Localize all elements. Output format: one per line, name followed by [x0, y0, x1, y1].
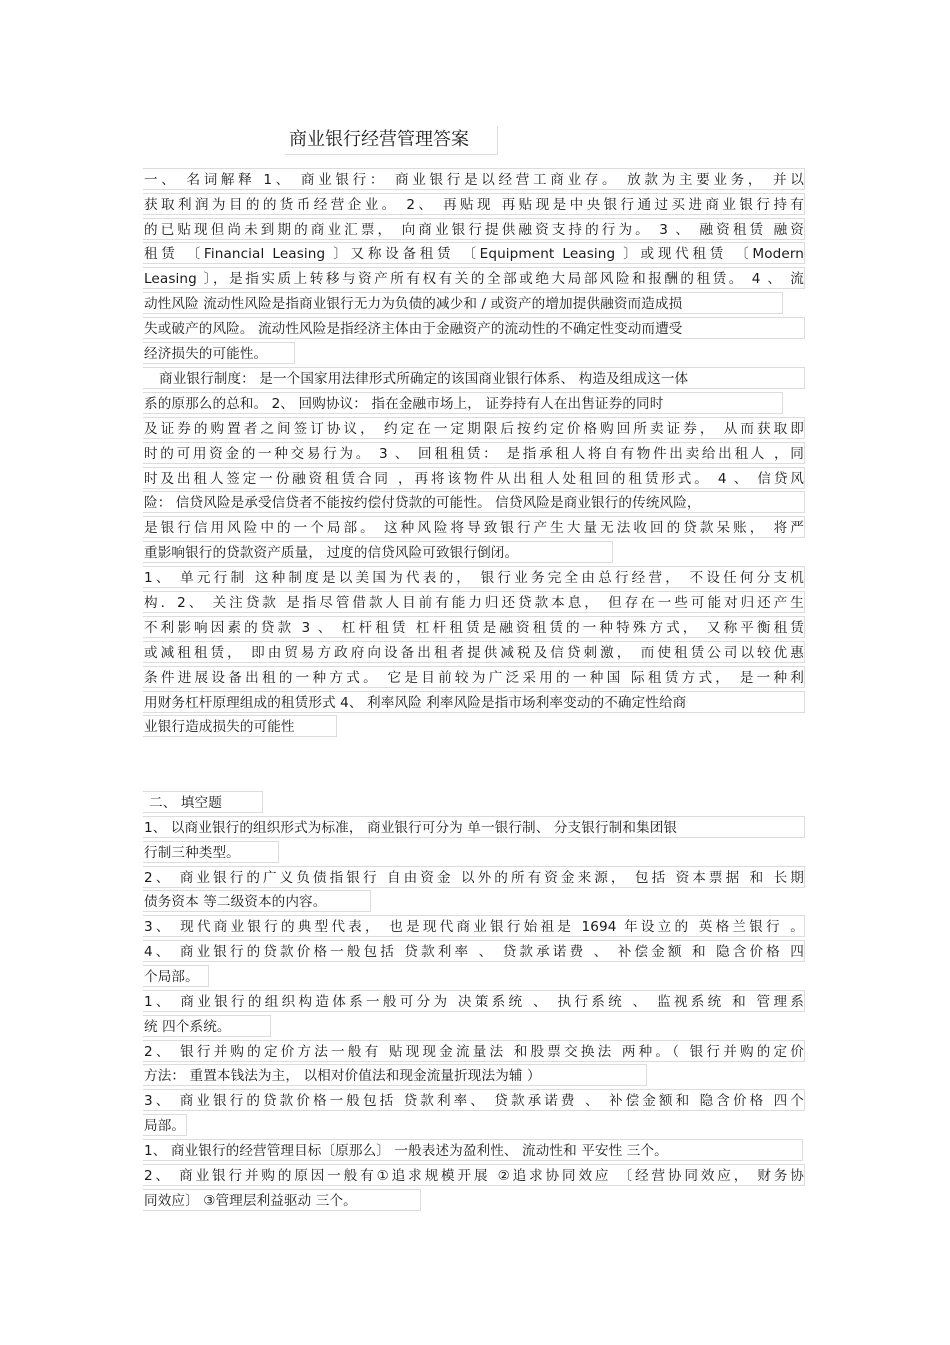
text-line: 1、 单元行制 这种制度是以美国为代表的， 银行业务完全由总行经营， 不设任何分支机	[143, 566, 805, 588]
text-line: 2、 银行并购的定价方法一般有 贴现现金流量法 和股票交换法 两种。（ 银行并购的定价	[143, 1040, 805, 1062]
text-line: 及证券的购置者之间签订协议， 约定在一定期限后按约定价格购回所卖证券， 从而获取即	[143, 417, 805, 439]
text-line: 动性风险 流动性风险是指商业银行无力为负债的减少和 / 或资产的增加提供融资而造成损	[143, 292, 783, 314]
text-line: 险： 信贷风险是承受信贷者不能按约偿付贷款的可能性。 信贷风险是商业银行的传统风险，	[143, 491, 805, 513]
text-line: 业银行造成损失的可能性	[143, 715, 337, 737]
text-line: 债务资本 等二级资本的内容。	[143, 890, 371, 912]
text-line: 获取利润为目的的货币经营企业。 2、 再贴现 再贴现是中央银行通过买进商业银行持有	[143, 193, 805, 215]
text-line: 商业银行制度： 是一个国家用法律形式所确定的该国商业银行体系、 构造及组成这一体	[143, 367, 805, 389]
text-line: 时的可用资金的一种交易行为。 3 、 回租租赁： 是指承租人将自有物件出卖给出租人 ，同	[143, 442, 805, 464]
text-line: 局部。	[143, 1114, 187, 1136]
text-line: 1、 以商业银行的组织形式为标准， 商业银行可分为 单一银行制、 分支银行制和集团银	[143, 816, 805, 838]
text-line: 时及出租人签定一份融资租赁合同 ，再将该物件从出租人处租回的租赁形式。 4 、 信贷风	[143, 467, 805, 489]
text-line: Leasing 〕，是指实质上转移与资产所有权有关的全部或绝大局部风险和报酬的租赁。 4 、 流	[143, 267, 805, 289]
text-line: 统 四个系统。	[143, 1015, 271, 1037]
text-line: 3、 现代商业银行的典型代表， 也是现代商业银行始祖是 1694 年设立的 英格兰银行 。	[143, 915, 805, 937]
text-line: 用财务杠杆原理组成的租赁形式 4、 利率风险 利率风险是指市场利率变动的不确定性给商	[143, 691, 805, 713]
text-line: 个局部。	[143, 965, 209, 987]
text-line: 系的原那么的总和。 2、 回购协议： 指在金融市场上， 证券持有人在出售证券的同时	[143, 392, 783, 414]
text-line: 4、 商业银行的贷款价格一般包括 贷款利率 、 贷款承诺费 、 补偿金额 和 隐含价格 四	[143, 940, 805, 962]
text-line: 3、 商业银行的贷款价格一般包括 贷款利率、 贷款承诺费 、 补偿金额和 隐含价格 四个	[143, 1089, 805, 1111]
text-line: 条件进展设备出租的一种方式。 它是目前较为广泛采用的一种国 际租赁方式， 是一种利	[143, 666, 805, 688]
text-line: 的已贴现但尚未到期的商业汇票， 向商业银行提供融资支持的行为。 3 、 融资租赁 融资	[143, 218, 805, 240]
text-line: 或减租租赁， 即由贸易方政府向设备出租者提供减税及信贷刺激， 而使租赁公司以较优惠	[143, 641, 805, 663]
text-line: 1、 商业银行的经营管理目标〔原那么〕 一般表述为盈利性、 流动性和 平安性 三个。	[143, 1139, 803, 1161]
text-line: 是银行信用风险中的一个局部。 这种风险将导致银行产生大量无法收回的贷款呆账， 将严	[143, 516, 805, 538]
text-line: 1、 商业银行的组织构造体系一般可分为 决策系统 、 执行系统 、 监视系统 和 管理系	[143, 990, 805, 1012]
text-line: 构．2、 关注贷款 是指尽管借款人目前有能力归还贷款本息， 但存在一些可能对归还产生	[143, 591, 805, 613]
text-line: 一、 名词解释 1、 商业银行： 商业银行是以经营工商业存。 放款为主要业务， 并以	[143, 168, 805, 190]
text-line: 2、 商业银行并购的原因一般有①追求规模开展 ②追求协同效应 〔经营协同效应， 财务协	[143, 1164, 805, 1186]
text-line: 行制三种类型。	[143, 841, 279, 863]
text-line: 同效应〕 ③管理层利益驱动 三个。	[143, 1189, 421, 1211]
text-line: 重影响银行的贷款资产质量， 过度的信贷风险可致银行倒闭。	[143, 541, 613, 563]
text-line: 2、 商业银行的广义负债指银行 自由资金 以外的所有资金来源， 包括 资本票据 和 长期	[143, 866, 805, 888]
document-title: 商业银行经营管理答案	[285, 126, 498, 155]
text-line: 失或破产的风险。 流动性风险是指经济主体由于金融资产的流动性的不确定性变动而遭受	[143, 317, 805, 339]
text-line: 租赁 〔Financial Leasing 〕又称设备租赁 〔Equipment Leasing 〕或现代租赁 〔Modern	[143, 242, 805, 264]
text-line: 经济损失的可能性。	[143, 342, 295, 364]
text-line: 不利影响因素的贷款 3 、 杠杆租赁 杠杆租赁是融资租赁的一种特殊方式， 又称平衡租赁	[143, 616, 805, 638]
text-line: 方法： 重置本钱法为主， 以相对价值法和现金流量折现法为辅 ）	[143, 1064, 647, 1086]
section-heading: 二、 填空题	[143, 791, 263, 813]
